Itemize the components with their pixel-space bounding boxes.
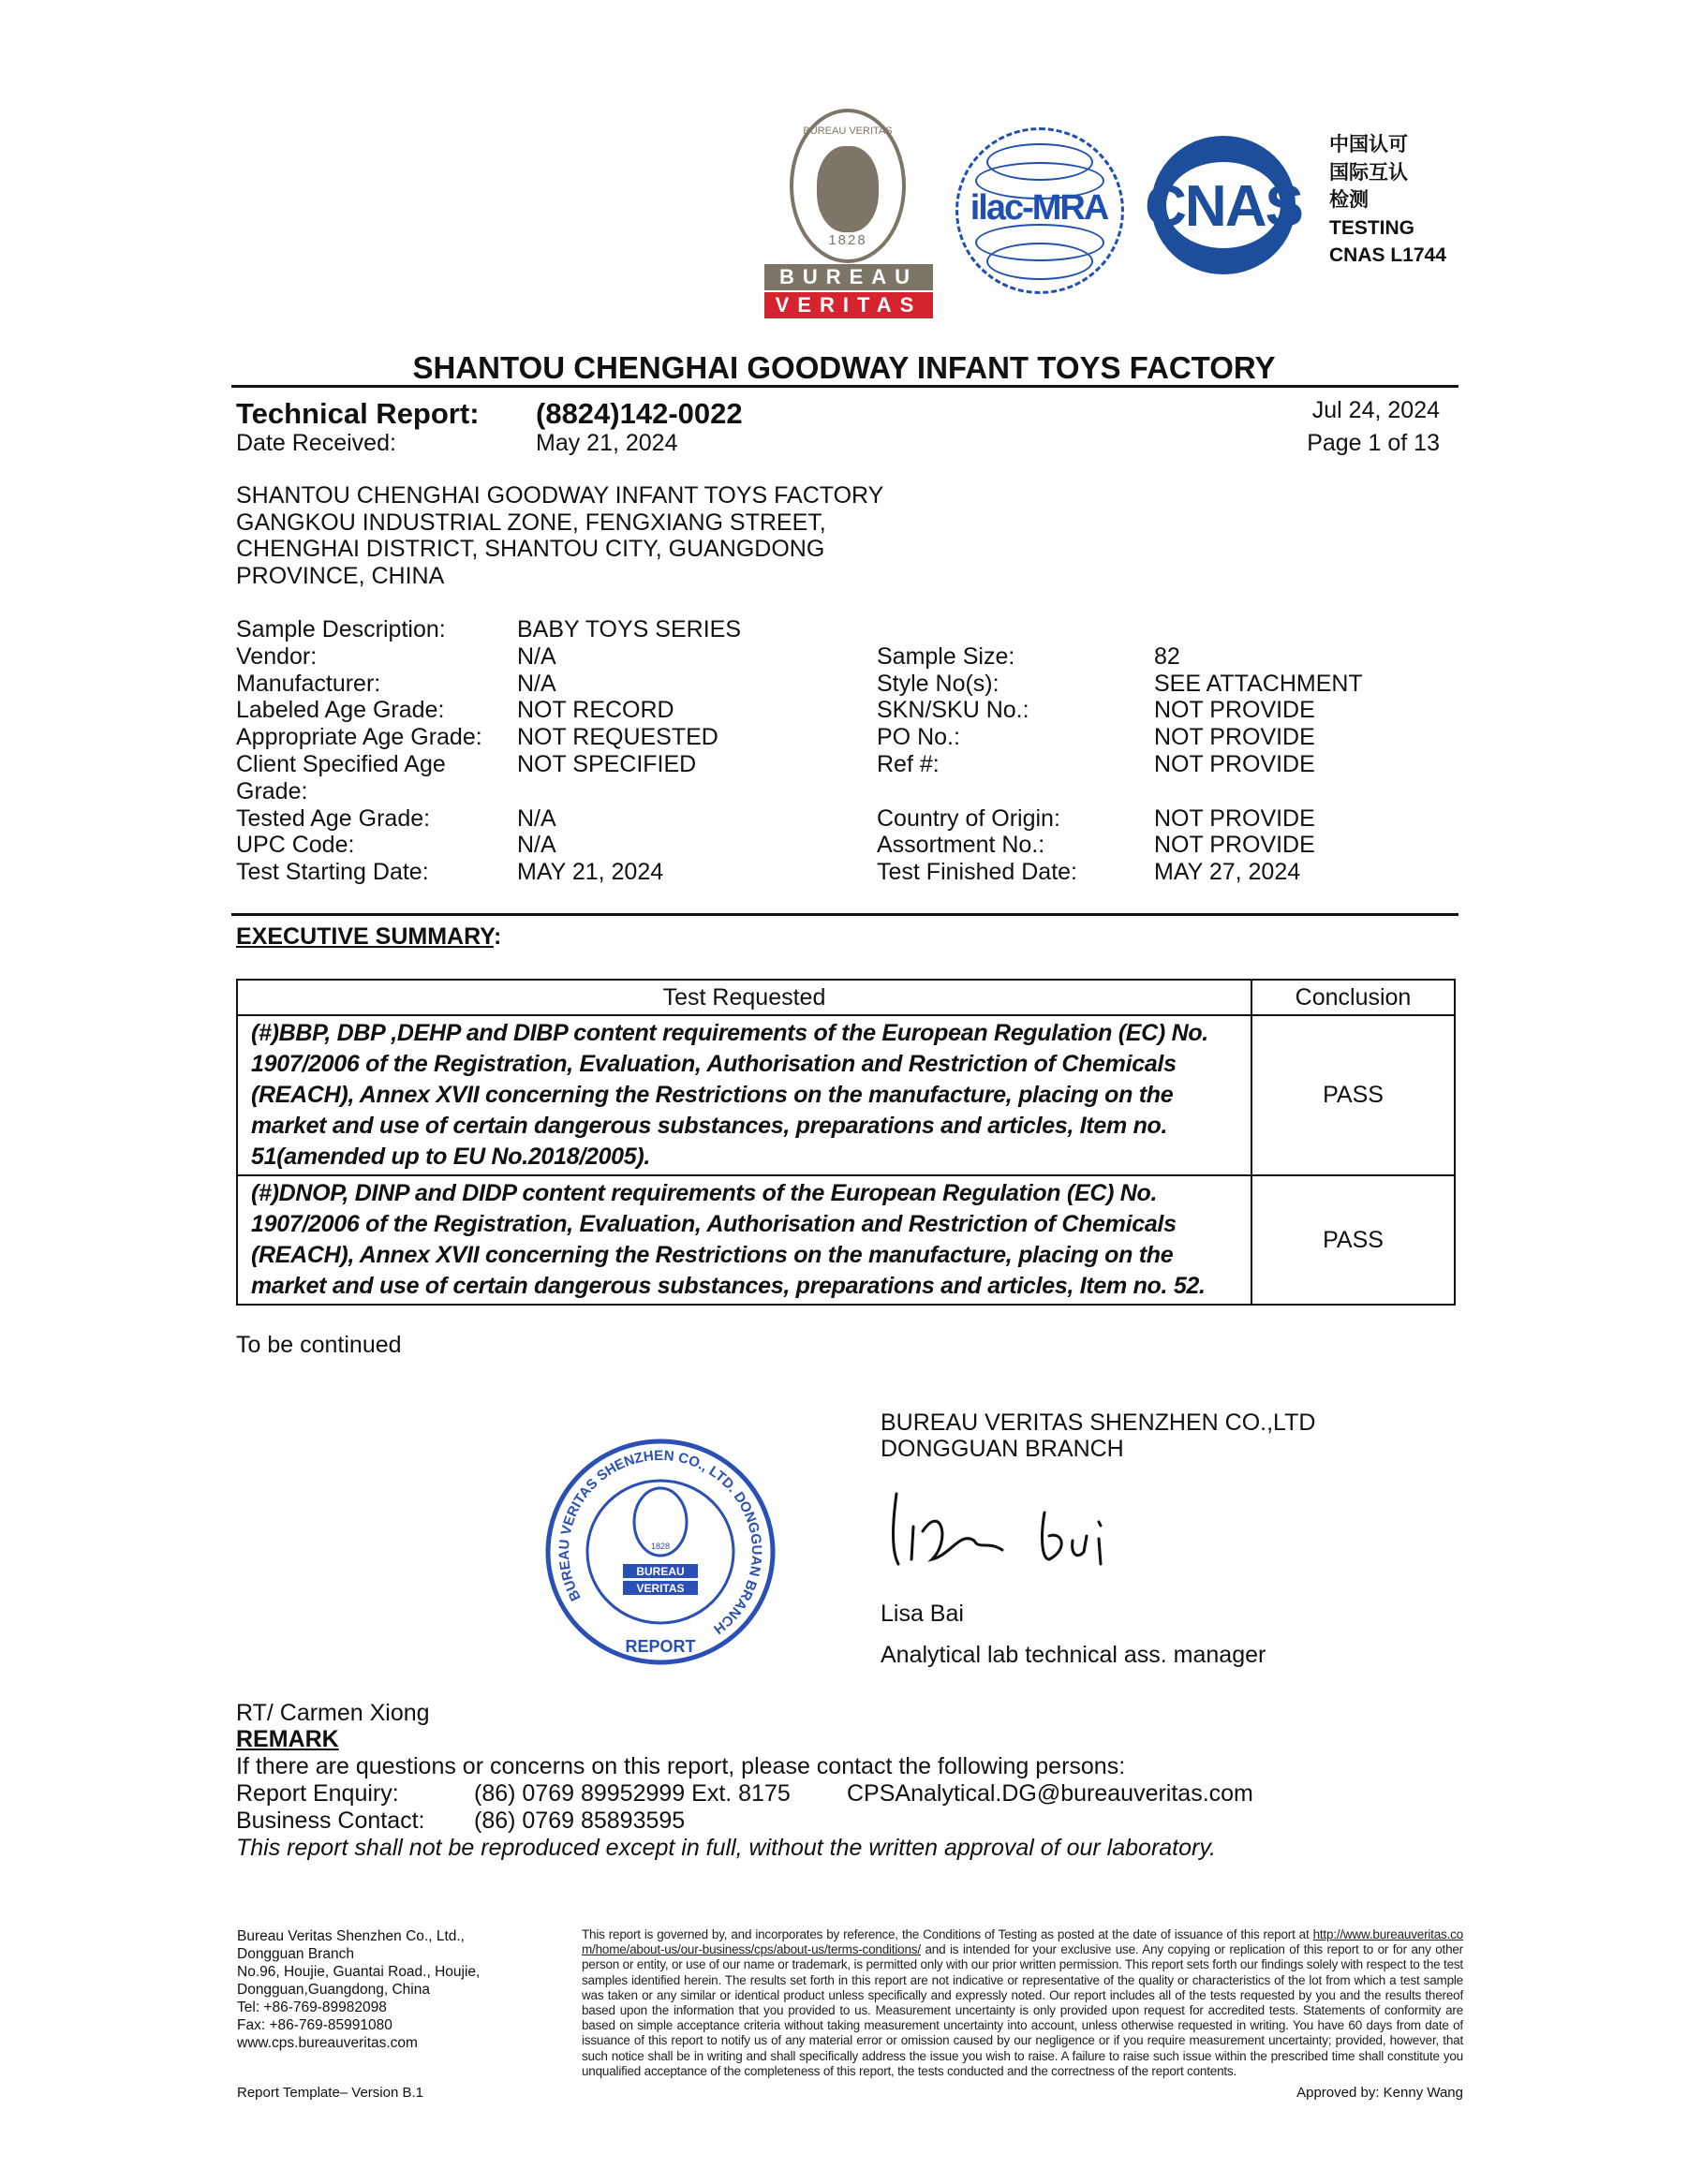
field-label: Grade: <box>236 777 308 804</box>
sample-values-right <box>1154 643 1363 886</box>
conclusion-pass: PASS <box>1251 1175 1455 1305</box>
enquiry-email[interactable]: CPSAnalytical.DG@bureauveritas.com <box>847 1780 1253 1807</box>
page-title: SHANTOU CHENGHAI GOODWAY INFANT TOYS FACTORY <box>412 350 1276 385</box>
footer-address-line: Tel: +86-769-89982098 <box>237 2000 387 2015</box>
address-line: CHENGHAI DISTRICT, SHANTOU CITY, GUANGDONG <box>236 536 825 563</box>
field-label: Client Specified Age <box>236 750 446 777</box>
ilac-arc <box>986 243 1093 280</box>
field-value: NOT SPECIFIED <box>517 750 697 777</box>
field-value <box>517 778 741 805</box>
terms-link[interactable]: http://www.bureauveritas.com/home/about-us/our-business/cps/about-us/terms-conditions/ <box>582 1927 1463 1957</box>
conclusion-pass: PASS <box>1251 1015 1455 1175</box>
field-value: NOT PROVIDE <box>1154 697 1315 724</box>
field-label: Sample Size: <box>877 642 1015 670</box>
field-value: NOT REQUESTED <box>517 724 718 751</box>
bureau-veritas-logo <box>764 109 933 319</box>
summary-section <box>236 979 1454 1359</box>
test-requested: (#)BBP, DBP ,DEHP and DIBP content requirements of the European Regulation (EC) No. 1907/2006 of the Registration, Evaluation, Authorisation and Restriction of Chemicals (REACH), Annex XVII concerning the Restrictions on the manufacture, placing on the market and use of certain dangerous substances, preparations and articles, Item no. 51(amended up to EU No.2018/2005). <box>237 1015 1251 1175</box>
field-label: Sample Description: <box>236 616 446 642</box>
report-date: Jul 24, 2024 <box>1311 397 1440 423</box>
field-value: NOT PROVIDE <box>1154 804 1315 832</box>
page-number: Page 1 of 13 <box>1307 430 1440 456</box>
reproduction-notice: This report shall not be reproduced except in full, without the written approval of our laboratory. <box>236 1835 1216 1861</box>
remark-intro: If there are questions or concerns on this report, please contact the following persons: <box>236 1753 1126 1779</box>
column-header-conclusion: Conclusion <box>1251 980 1455 1015</box>
field-label: SKN/SKU No.: <box>877 697 1029 724</box>
report-template-version: Report Template– Version B.1 <box>237 2085 424 2102</box>
legal-disclaimer <box>582 1927 1463 2079</box>
approved-by: Approved by: Kenny Wang <box>1296 2085 1463 2102</box>
bv-figure <box>817 146 879 232</box>
table-row <box>237 1175 1455 1305</box>
field-value: 82 <box>1154 642 1180 670</box>
address-line: PROVINCE, CHINA <box>236 563 445 590</box>
sample-values-left <box>517 616 741 886</box>
cnas-accreditation <box>1329 131 1446 270</box>
cnas-line: CNAS L1744 <box>1329 244 1446 266</box>
stamp-report-text: REPORT <box>625 1637 696 1656</box>
date-received-label: Date Received: <box>236 430 396 456</box>
ilac-mra-logo <box>955 127 1124 294</box>
company-stamp <box>539 1433 782 1672</box>
summary-table <box>236 979 1456 1306</box>
spacer <box>1154 778 1363 805</box>
field-label: Test Finished Date: <box>877 859 1077 886</box>
footer-address-line: Dongguan Branch <box>237 1946 354 1962</box>
address-line: SHANTOU CHENGHAI GOODWAY INFANT TOYS FACTORY <box>236 482 884 509</box>
stamp-ring-text: BUREAU VERITAS SHENZHEN CO., LTD. DONGGUAN BRANCH <box>555 1447 765 1638</box>
field-label: Ref #: <box>877 750 940 777</box>
field-value: NOT PROVIDE <box>1154 724 1315 751</box>
field-value: NOT PROVIDE <box>1154 832 1315 859</box>
table-row <box>237 1015 1455 1175</box>
business-label: Business Contact: <box>236 1808 425 1834</box>
field-value: N/A <box>517 642 556 670</box>
field-value: MAY 27, 2024 <box>1154 859 1301 886</box>
legal-text: and is intended for your exclusive use. Any copying or replication of this report to or for any other person or entity, or use of our name or trademark, is permitted only with our prior written permission. This report sets forth our findings solely with respect to the test samples identified herein. The results set forth in this report are not indicative or representative of the quality or characteristics of the lot from which a test sample was taken or any similar or identical product unless specifically and expressly noted. Our report includes all of the tests requested by you and the results thereof based upon the information that you provided to us. Measurement uncertainty is only provided upon request for accredited tests. Statements of conformity are based on simple acceptance criteria without taking measurement uncertainty into account, unless otherwise requested in writing. You have 60 days from date of issuance of this report to notify us of any material error or omission caused by our negligence or if you require measurement uncertainty; provided, however, that such notice shall be in writing and shall specifically address the issue you wish to raise. A failure to raise such issue within the prescribed time shall constitute you unqualified acceptance of the completeness of this report, the tests conducted and the correctness of the report contents. <box>582 1942 1463 2078</box>
heading-colon: : <box>494 923 502 950</box>
footer <box>237 1927 1463 2101</box>
field-value: MAY 21, 2024 <box>517 859 664 886</box>
spacer <box>877 778 1077 805</box>
field-label: Appropriate Age Grade: <box>236 724 482 751</box>
bv-word-bureau: BUREAU <box>764 264 933 290</box>
bv-seal <box>790 109 906 263</box>
field-label: Manufacturer: <box>236 670 381 697</box>
table-header-row <box>237 980 1455 1015</box>
stamp-year: 1828 <box>650 1542 671 1551</box>
address-line: GANGKOU INDUSTRIAL ZONE, FENGXIANG STREET, <box>236 509 826 536</box>
to-be-continued: To be continued <box>236 1332 402 1358</box>
footer-address-line: Dongguan,Guangdong, China <box>237 1982 430 1998</box>
field-value: NOT RECORD <box>517 697 674 724</box>
footer-address-line: Fax: +86-769-85991080 <box>237 2017 392 2033</box>
cnas-text: CNAS <box>1145 174 1302 239</box>
field-value: SEE ATTACHMENT <box>1154 670 1363 697</box>
footer-address-line: Bureau Veritas Shenzhen Co., Ltd., <box>237 1928 465 1944</box>
cnas-logo <box>1138 136 1309 274</box>
executive-summary-heading <box>236 923 501 951</box>
report-number: (8824)142-0022 <box>536 397 743 430</box>
enquiry-phone: (86) 0769 89952999 Ext. 8175 <box>474 1780 791 1807</box>
footer-website[interactable]: www.cps.bureauveritas.com <box>237 2035 418 2051</box>
signer-title: Analytical lab technical ass. manager <box>881 1642 1266 1668</box>
field-label: Vendor: <box>236 642 318 670</box>
field-label: Style No(s): <box>877 670 999 697</box>
field-label: PO No.: <box>877 724 960 751</box>
column-header-test: Test Requested <box>237 980 1251 1015</box>
signer-name: Lisa Bai <box>881 1601 964 1627</box>
field-label: Country of Origin: <box>877 804 1060 832</box>
cnas-line: 检测 <box>1329 189 1369 211</box>
signer-branch: DONGGUAN BRANCH <box>881 1436 1124 1462</box>
divider <box>231 913 1458 916</box>
enquiry-label: Report Enquiry: <box>236 1780 399 1807</box>
signer-company: BUREAU VERITAS SHENZHEN CO.,LTD <box>881 1409 1316 1436</box>
footer-address <box>237 1927 582 2079</box>
date-received: May 21, 2024 <box>536 430 678 456</box>
field-value: BABY TOYS SERIES <box>517 616 742 642</box>
bv-year: 1828 <box>828 232 867 248</box>
field-value: N/A <box>517 832 556 859</box>
test-requested: (#)DNOP, DINP and DIDP content requirements of the European Regulation (EC) No. 1907/2006 of the Registration, Evaluation, Authorisation and Restriction of Chemicals (REACH), Annex XVII concerning the Restrictions on the manufacture, placing on the market and use of certain dangerous substances, preparations and articles, Item no. 52. <box>237 1175 1251 1305</box>
stamp-bureau: BUREAU <box>636 1565 685 1578</box>
bv-word-veritas: VERITAS <box>764 292 933 318</box>
bv-ring-text: BUREAU VERITAS <box>803 125 893 137</box>
signature <box>885 1484 1129 1578</box>
field-value: N/A <box>517 804 556 832</box>
field-label: UPC Code: <box>236 832 355 859</box>
client-address <box>236 482 883 590</box>
report-label: Technical Report: <box>236 397 480 430</box>
legal-text: This report is governed by, and incorporates by reference, the Conditions of Testing as posted at the date of issuance of this report at <box>582 1927 1310 1941</box>
field-label: Labeled Age Grade: <box>236 697 445 724</box>
cnas-line: 中国认可 <box>1329 134 1408 155</box>
field-label: Assortment No.: <box>877 832 1045 859</box>
field-label: Test Starting Date: <box>236 859 429 886</box>
business-phone: (86) 0769 85893595 <box>474 1808 686 1834</box>
sample-fields-left <box>236 616 482 886</box>
field-label: Tested Age Grade: <box>236 804 431 832</box>
remark-heading: REMARK <box>236 1726 339 1752</box>
sample-fields-right <box>877 643 1077 886</box>
cnas-line: TESTING <box>1329 216 1415 239</box>
rt-author: RT/ Carmen Xiong <box>236 1700 430 1726</box>
heading-text: EXECUTIVE SUMMARY <box>236 923 495 950</box>
field-value: N/A <box>517 670 556 697</box>
footer-address-line: No.96, Houjie, Guantai Road., Houjie, <box>237 1964 481 1980</box>
divider <box>231 385 1458 388</box>
stamp-veritas: VERITAS <box>636 1582 685 1595</box>
ilac-text: ilac-MRA <box>970 188 1108 228</box>
cnas-line: 国际互认 <box>1329 161 1408 184</box>
field-value: NOT PROVIDE <box>1154 750 1315 777</box>
